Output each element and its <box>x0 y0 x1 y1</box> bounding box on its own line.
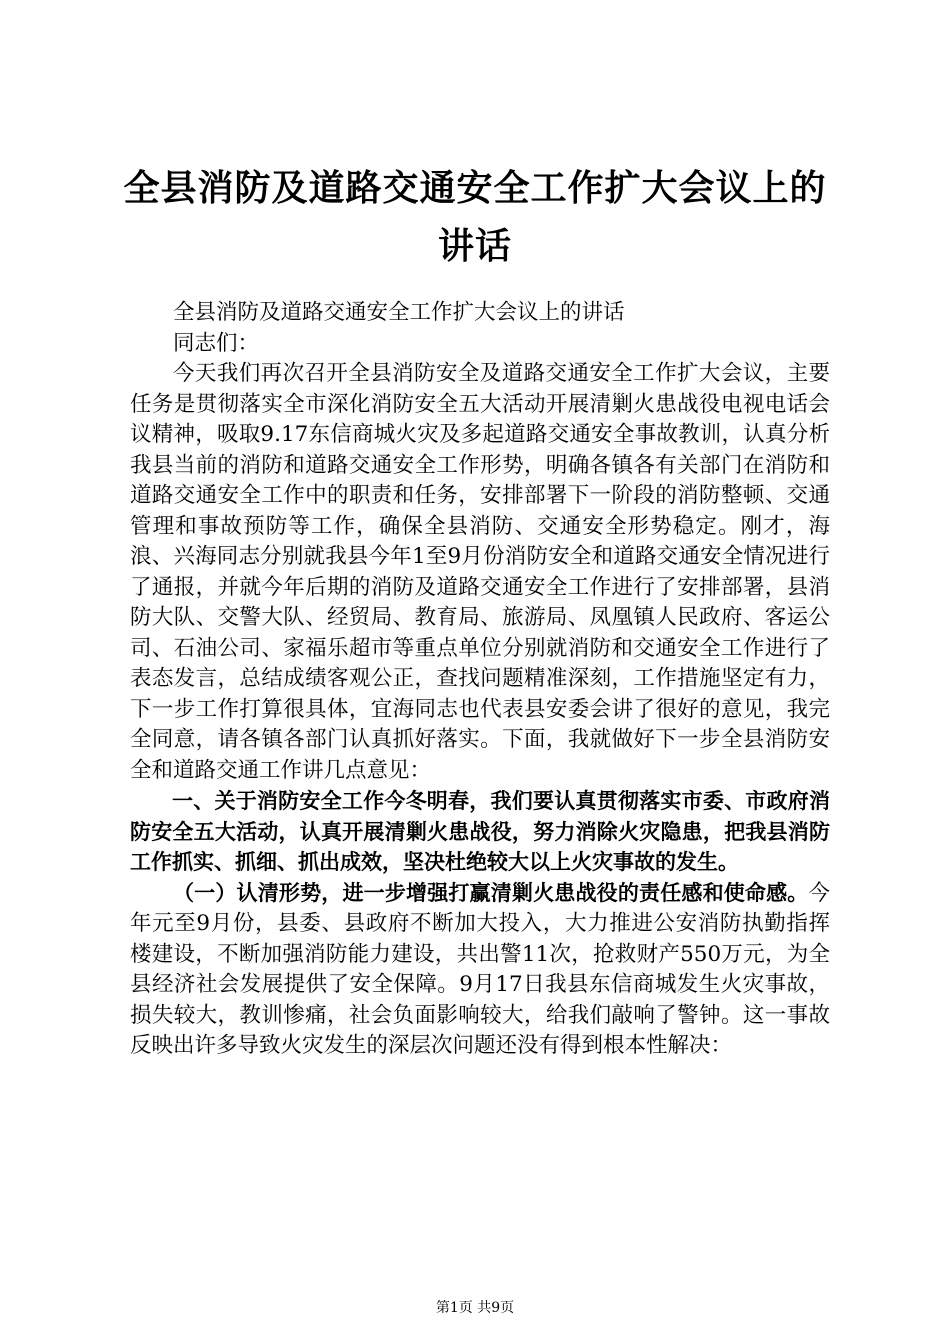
paragraph-intro: 今天我们再次召开全县消防安全及道路交通安全工作扩大会议，主要任务是贯彻落实全市深化消防安全五大活动开展清剿火患战役电视电话会议精神，吸取9.17东信商城火灾及多起道路交通安全事故教训，认真分析我县当前的消防和道路交通安全工作形势，明确各镇各有关部门在消防和道路交通安全工作中的职责和任务，安排部署下一阶段的消防整顿、交通管理和事故预防等工作，确保全县消防、交通安全形势稳定。刚才，海浪、兴海同志分别就我县今年1至9月份消防安全和道路交通安全情况进行了通报，并就今年后期的消防及道路交通安全工作进行了安排部署，县消防大队、交警大队、经贸局、教育局、旅游局、凤凰镇人民政府、客运公司、石油公司、家福乐超市等重点单位分别就消防和交通安全工作进行了表态发言，总结成绩客观公正，查找问题精准深刻，工作措施坚定有力，下一步工作打算很具体，宜海同志也代表县安委会讲了很好的意见，我完全同意，请各镇各部门认真抓好落实。下面，我就做好下一步全县消防安全和道路交通工作讲几点意见： <box>130 361 830 783</box>
subsection-heading-1: （一）认清形势，进一步增强打赢清剿火患战役的责任感和使命感。 <box>173 880 809 905</box>
document-title: 全县消防及道路交通安全工作扩大会议上的讲话 <box>123 168 827 267</box>
subsection-text-1: 今年元至9月份，县委、县政府不断加大投入，大力推进公安消防执勤指挥楼建设，不断加强消防能力建设，共出警11次，抢救财产550万元，为全县经济社会发展提供了安全保障。9月17日我县东信商城发生火灾事故，损失较大，教训惨痛，社会负面影响较大，给我们敲响了警钟。这一事故反映出许多导致火灾发生的深层次问题还没有得到根本性解决： <box>130 880 830 1058</box>
document-subtitle: 全县消防及道路交通安全工作扩大会议上的讲话 <box>173 300 625 325</box>
document-body <box>130 298 830 1062</box>
section-heading-1: 一、关于消防安全工作今冬明春，我们要认真贯彻落实市委、市政府消防安全五大活动，认真开展清剿火患战役，努力消除火灾隐患，把我县消防工作抓实、抓细、抓出成效，坚决杜绝较大以上火灾事故的发生。 <box>130 789 830 874</box>
subsection-paragraph-1 <box>130 878 830 1062</box>
salutation: 同志们： <box>173 330 260 356</box>
page-footer: 第1页 共9页 <box>435 1300 515 1316</box>
